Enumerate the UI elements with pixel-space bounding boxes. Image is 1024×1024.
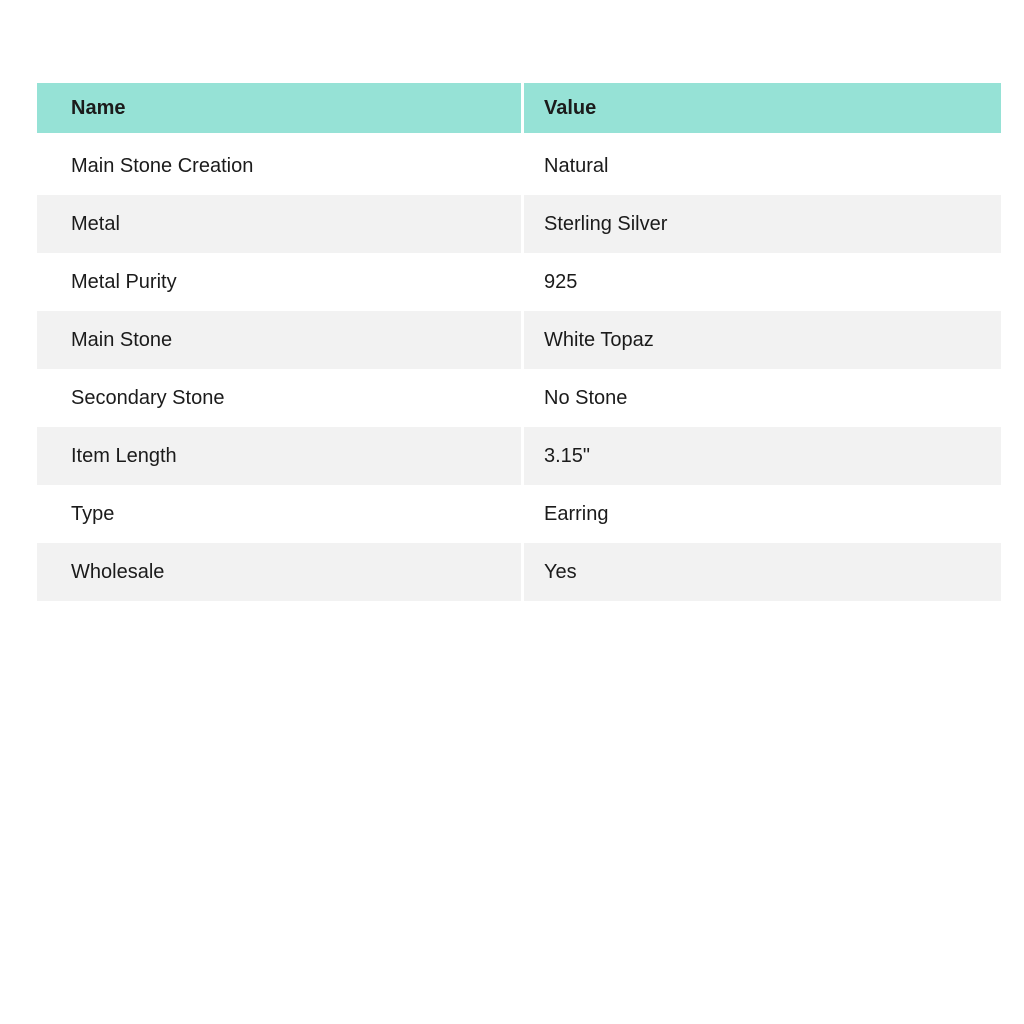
row-name-cell: Main Stone bbox=[37, 311, 524, 369]
column-header-value: Value bbox=[544, 96, 597, 119]
table-row bbox=[37, 253, 1001, 311]
product-specs-table bbox=[37, 83, 1001, 601]
row-name-cell: Main Stone Creation bbox=[37, 137, 524, 195]
table-row bbox=[37, 137, 1001, 195]
table-row bbox=[37, 369, 1001, 427]
row-value-cell: 925 bbox=[544, 270, 578, 293]
row-value-cell: Natural bbox=[544, 154, 609, 177]
row-value-cell: 3.15" bbox=[544, 444, 591, 467]
row-name-cell: Item Length bbox=[37, 427, 524, 485]
table-row bbox=[37, 195, 1001, 253]
table-row bbox=[37, 427, 1001, 485]
row-name-cell: Type bbox=[37, 485, 524, 543]
row-value-cell: No Stone bbox=[544, 386, 628, 409]
row-name-cell: Metal bbox=[37, 195, 524, 253]
row-name-cell: Secondary Stone bbox=[37, 369, 524, 427]
table-row bbox=[37, 311, 1001, 369]
table-row bbox=[37, 485, 1001, 543]
table-body bbox=[37, 137, 1001, 601]
row-name-cell: Wholesale bbox=[37, 543, 524, 601]
column-header-name: Name bbox=[37, 83, 524, 133]
row-value-cell: Sterling Silver bbox=[544, 212, 668, 235]
row-value-cell: Earring bbox=[544, 502, 609, 525]
table-row bbox=[37, 543, 1001, 601]
row-value-cell: Yes bbox=[544, 560, 577, 583]
table-header-row bbox=[37, 83, 1001, 133]
row-value-cell: White Topaz bbox=[544, 328, 654, 351]
row-name-cell: Metal Purity bbox=[37, 253, 524, 311]
